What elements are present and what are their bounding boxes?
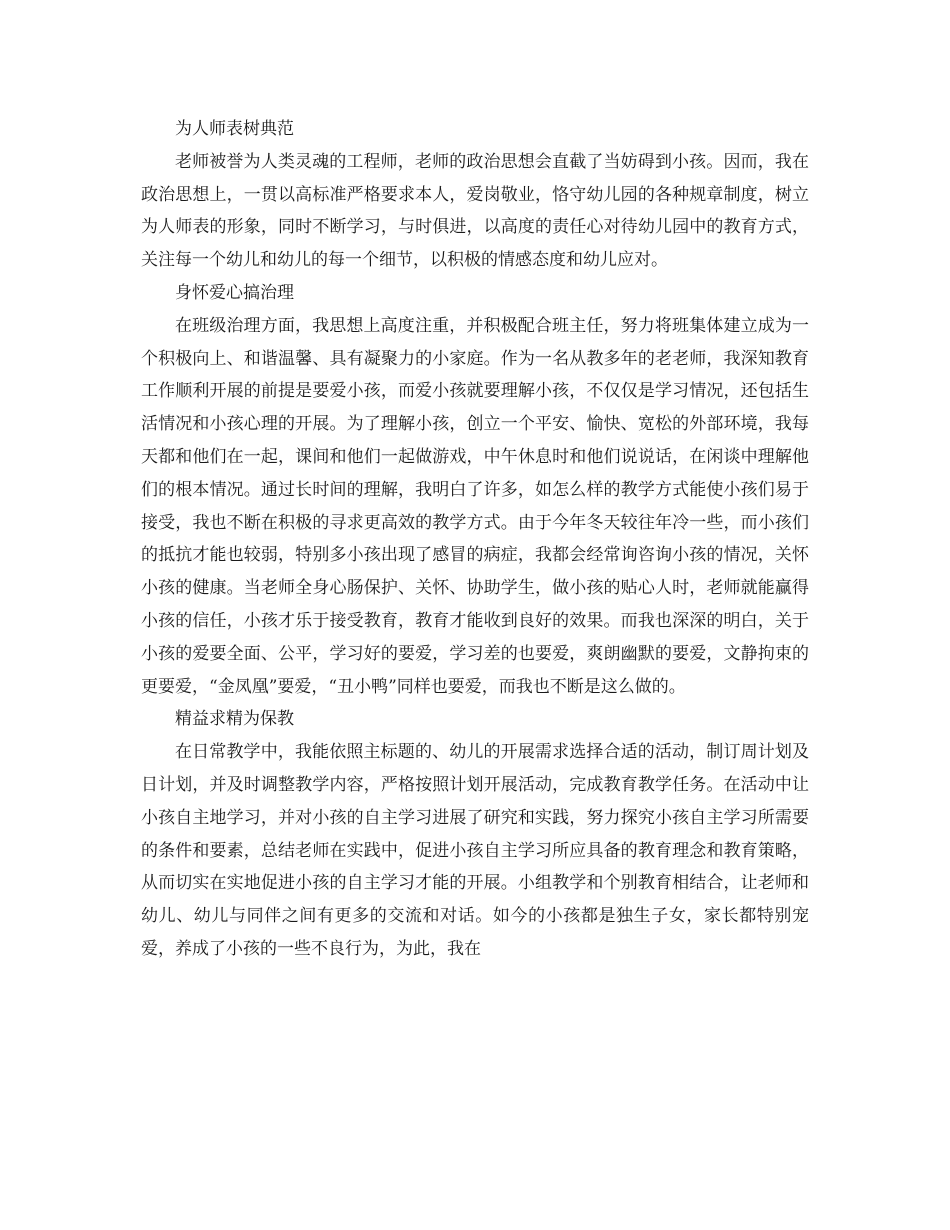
document-body: [141, 113, 809, 966]
section-paragraph-teaching: 在日常教学中，我能依照主标题的、幼儿的开展需求选择合适的活动，制订周计划及日计划，并及时调整教学内容，严格按照计划开展活动，完成教育教学任务。在活动中让小孩自主地学习，并对小孩的自主学习进展了研究和实践，努力探究小孩自主学习所需要的条件和要素，总结老师在实践中，促进小孩自主学习所应具备的教育理念和教育策略，从而切实在实地促进小孩的自主学习才能的开展。小组教学和个别教育相结合，让老师和幼儿、幼儿与同伴之间有更多的交流和对话。如今的小孩都是独生子女，家长都特别宠爱，养成了小孩的一些不良行为，为此，我在: [141, 742, 809, 959]
section-paragraph-role-model: 老师被誉为人类灵魂的工程师，老师的政治思想会直截了当妨碍到小孩。因而，我在政治思想上，一贯以高标准严格要求本人，爱岗敬业，恪守幼儿园的各种规章制度，树立为人师表的形象，同时不断学习，与时俱进，以高度的责任心对待幼儿园中的教育方式，关注每一个幼儿和幼儿的每一个细节，以积极的情感态度和幼儿应对。: [141, 151, 809, 271]
section-heading-role-model: 为人师表树典范: [175, 119, 294, 139]
section-heading-class-management: 身怀爱心搞治理: [175, 282, 294, 303]
section-paragraph-class-management: 在班级治理方面，我思想上高度注重，并积极配合班主任，努力将班集体建立成为一个积极向上、和谐温馨、具有凝聚力的小家庭。作为一名从教多年的老老师，我深知教育工作顺利开展的前提是要爱小孩，而爱小孩就要理解小孩，不仅仅是学习情况，还包括生活情况和小孩心理的开展。为了理解小孩，创立一个平安、愉快、宽松的外部环境，我每天都和他们在一起，课间和他们一起做游戏，中午休息时和他们说说话，在闲谈中理解他们的根本情况。通过长时间的理解，我明白了许多，如怎么样的教学方式能使小孩们易于接受，我也不断在积极的寻求更高效的教学方式。由于今年冬天较往年冷一些，而小孩们的抵抗才能也较弱，特别多小孩出现了感冒的病症，我都会经常询咨询小孩的情况，关怀小孩的健康。当老师全身心肠保护、关怀、协助学生，做小孩的贴心人时，老师就能赢得小孩的信任，小孩才乐于接受教育，教育才能收到良好的效果。而我也深深的明白，关于小孩的爱要全面、公平，学习好的要爱，学习差的也要爱，爽朗幽默的要爱，文静拘束的更要爱，“金凤凰”要爱，“丑小鸭”同样也要爱，而我也不断是这么做的。: [141, 315, 809, 697]
section-heading-teaching: 精益求精为保教: [175, 709, 294, 730]
